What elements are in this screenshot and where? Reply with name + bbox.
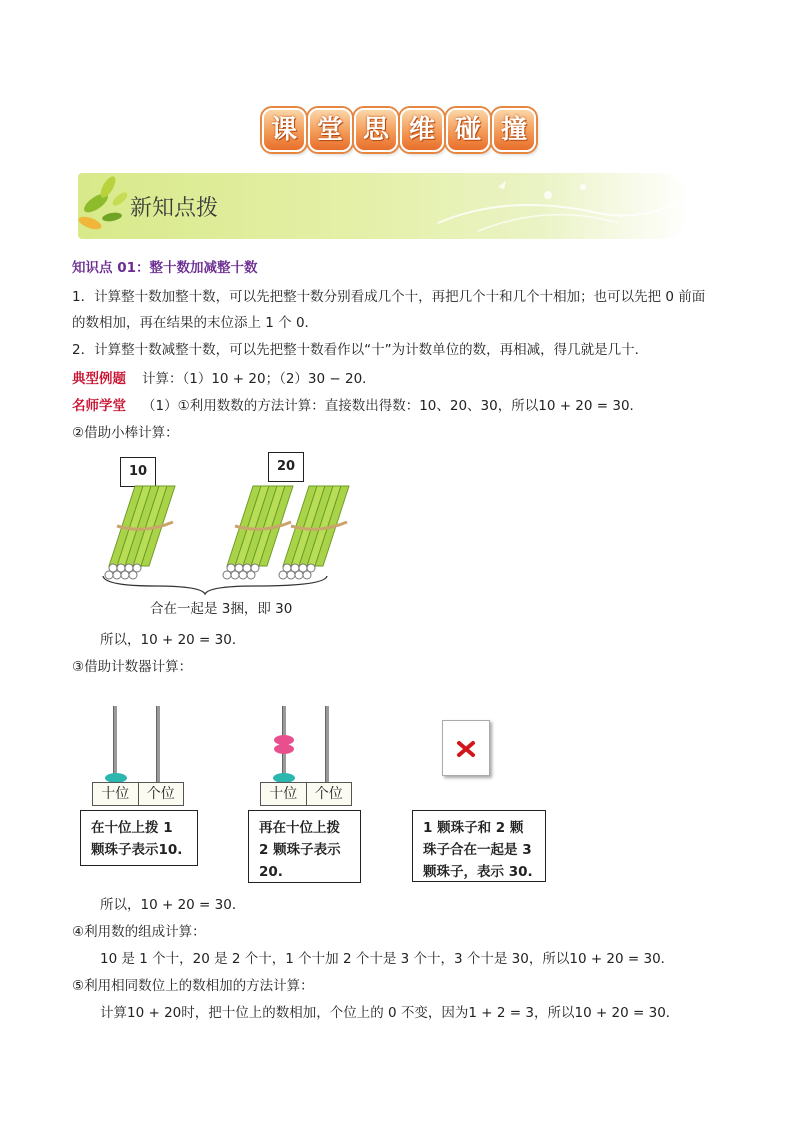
title-char: 碰 xyxy=(446,108,490,152)
example-text: 计算：（1）10 + 20；（2）30 − 20． xyxy=(142,371,376,387)
counter-1-description: 在十位上拨 1 颗珠子表示10. xyxy=(80,810,198,866)
example-label: 典型例题 xyxy=(72,371,126,387)
ones-label: 个位 xyxy=(146,786,175,802)
banner-title: 新知点拨 xyxy=(130,196,219,221)
method4-text: 10 是 1 个十，20 是 2 个十，1 个十加 2 个十是 3 个十，3 个十是 30，所以10 + 20 = 30． xyxy=(100,951,675,967)
counter-rod xyxy=(156,706,160,784)
tens-label: 十位 xyxy=(261,783,307,805)
method3-result: 所以，10 + 20 = 30． xyxy=(100,897,246,913)
teacher-text: （1）①利用数数的方法计算：直接数出得数：10、20、30，所以10 + 20 = 30． xyxy=(142,398,644,414)
counter-2-description: 再在十位上拨 2 颗珠子表示 20. xyxy=(248,810,361,883)
title-char: 堂 xyxy=(308,108,352,152)
place-value-board xyxy=(260,782,352,806)
title-char: 思 xyxy=(354,108,398,152)
method2-result: 所以，10 + 20 = 30． xyxy=(100,632,246,648)
knowledge-p2: 2．计算整十数减整十数，可以先把整十数看作以“十”为计数单位的数，再相减，得几就是几十． xyxy=(72,342,649,358)
sticks-caption: 合在一起是 3捆，即 30 xyxy=(150,601,293,617)
title-char: 撞 xyxy=(492,108,536,152)
knowledge-p1-line1: 1．计算整十数加整十数，可以先把整十数分别看成几个十，再把几个十和几个十相加；也可以先把 0 前面 xyxy=(72,289,706,305)
method3-heading: ③借助计数器计算： xyxy=(72,659,193,675)
ones-label: 个位 xyxy=(314,786,343,802)
method5-text: 计算10 + 20时，把十位上的数相加，个位上的 0 不变，因为1 + 2 = 3，所以10 + 20 = 30． xyxy=(100,1005,680,1021)
tens-label: 十位 xyxy=(93,783,139,805)
place-value-board xyxy=(92,782,184,806)
method2-heading: ②借助小棒计算： xyxy=(72,425,179,441)
method5-heading: ⑤利用相同数位上的数相加的方法计算： xyxy=(72,978,314,994)
knowledge-heading: 知识点 01：整十数加减整十数 xyxy=(72,260,258,276)
counter-rod xyxy=(325,706,329,784)
beads-icon xyxy=(270,735,298,785)
teacher-label: 名师学堂 xyxy=(72,398,126,414)
broken-image-icon xyxy=(442,720,490,776)
title-char: 维 xyxy=(400,108,444,152)
stick-bundles-illustration xyxy=(95,480,355,600)
label-twenty: 20 xyxy=(268,452,304,482)
method4-heading: ④利用数的组成计算： xyxy=(72,924,206,940)
label-ten: 10 xyxy=(120,457,156,487)
section-banner xyxy=(78,173,690,239)
title-char: 课 xyxy=(262,108,306,152)
knowledge-p1-line2: 的数相加，再在结果的末位添上 1 个 0． xyxy=(72,315,319,331)
page-title xyxy=(262,106,532,152)
counter-3-description: 1 颗珠子和 2 颗珠子合在一起是 3 颗珠子，表示 30. xyxy=(412,810,546,882)
